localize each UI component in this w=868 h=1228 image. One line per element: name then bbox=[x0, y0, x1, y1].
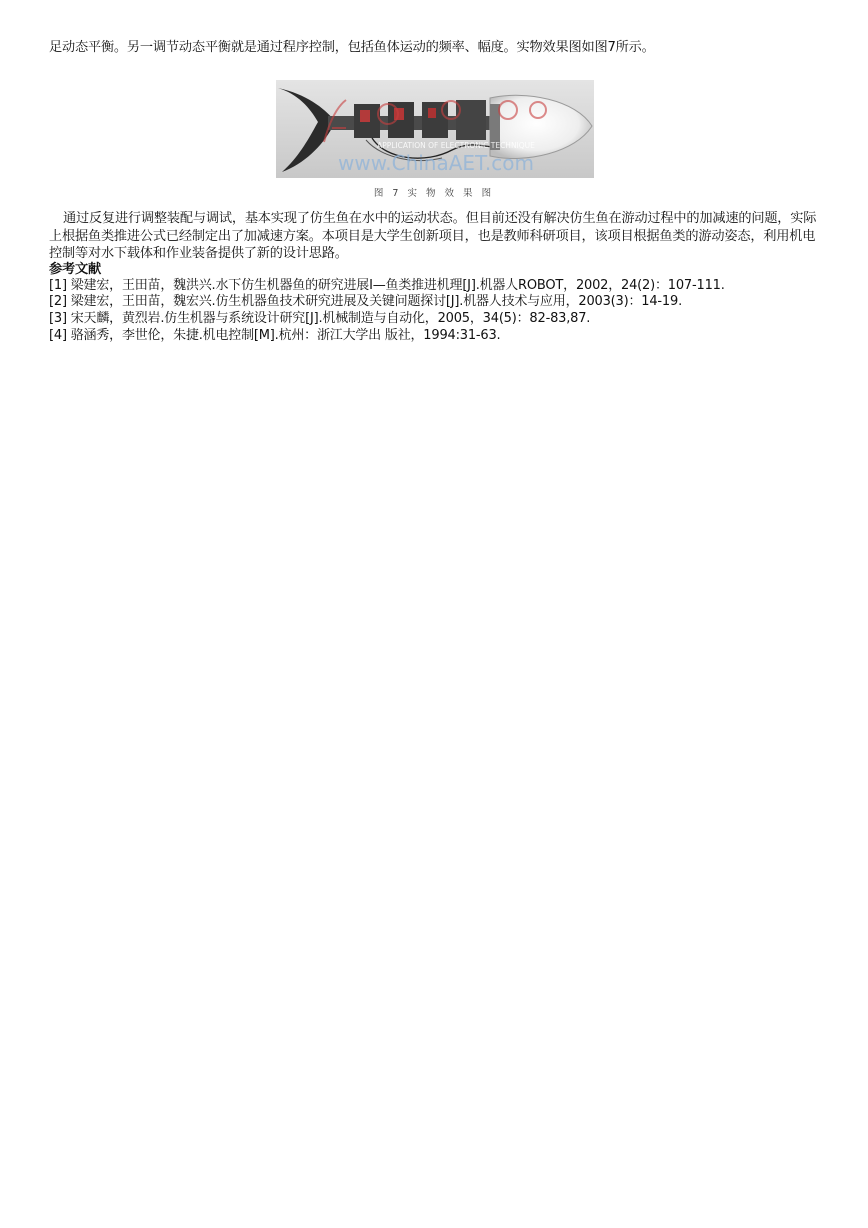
references-heading: 参考文献 bbox=[49, 262, 101, 277]
reference-item: [1] 梁建宏，王田苗，魏洪兴.水下仿生机器鱼的研究进展I—鱼类推进机理[J].机器人ROBOT，2002，24(2)：107-111. bbox=[49, 278, 725, 293]
body-paragraph: 通过反复进行调整装配与调试，基本实现了仿生鱼在水中的运动状态。但目前还没有解决仿生鱼在游动过程中的加减速的问题，实际上根据鱼类推进公式已经制定出了加减速方案。本项目是大学生创新项目，也是教师科研项目，该项目根据鱼类的游动姿态，利用机电控制等对水下载体和作业装备提供了新的设计思路。 bbox=[49, 211, 817, 261]
servo-block bbox=[422, 102, 448, 138]
figure-caption: 图 7 实 物 效 果 图 bbox=[373, 188, 495, 199]
reference-item: [2] 梁建宏，王田苗，魏宏兴.仿生机器鱼技术研究进展及关键问题探讨[J].机器人技术与应用，2003(3)：14-19. bbox=[49, 294, 682, 309]
watermark-subtitle: APPLICATION OF ELECTRONIC TECHNIQUE bbox=[377, 141, 535, 150]
watermark-url: www.ChinaAET.com bbox=[338, 151, 534, 175]
top-paragraph-line: 足动态平衡。另一调节动态平衡就是通过程序控制，包括鱼体运动的频率、幅度。实物效果图如图7所示。 bbox=[49, 40, 655, 55]
servo-block bbox=[456, 100, 486, 140]
reference-item: [4] 骆涵秀，李世伦，朱捷.机电控制[M].杭州：浙江大学出 版社，1994:31-63. bbox=[49, 328, 501, 343]
robot-fish-illustration bbox=[276, 80, 594, 178]
reference-item: [3] 宋天麟，黄烈岩.仿生机器与系统设计研究[J].机械制造与自动化，2005，34(5)：82-83,87. bbox=[49, 311, 591, 326]
robot-fish-photo bbox=[276, 80, 594, 178]
